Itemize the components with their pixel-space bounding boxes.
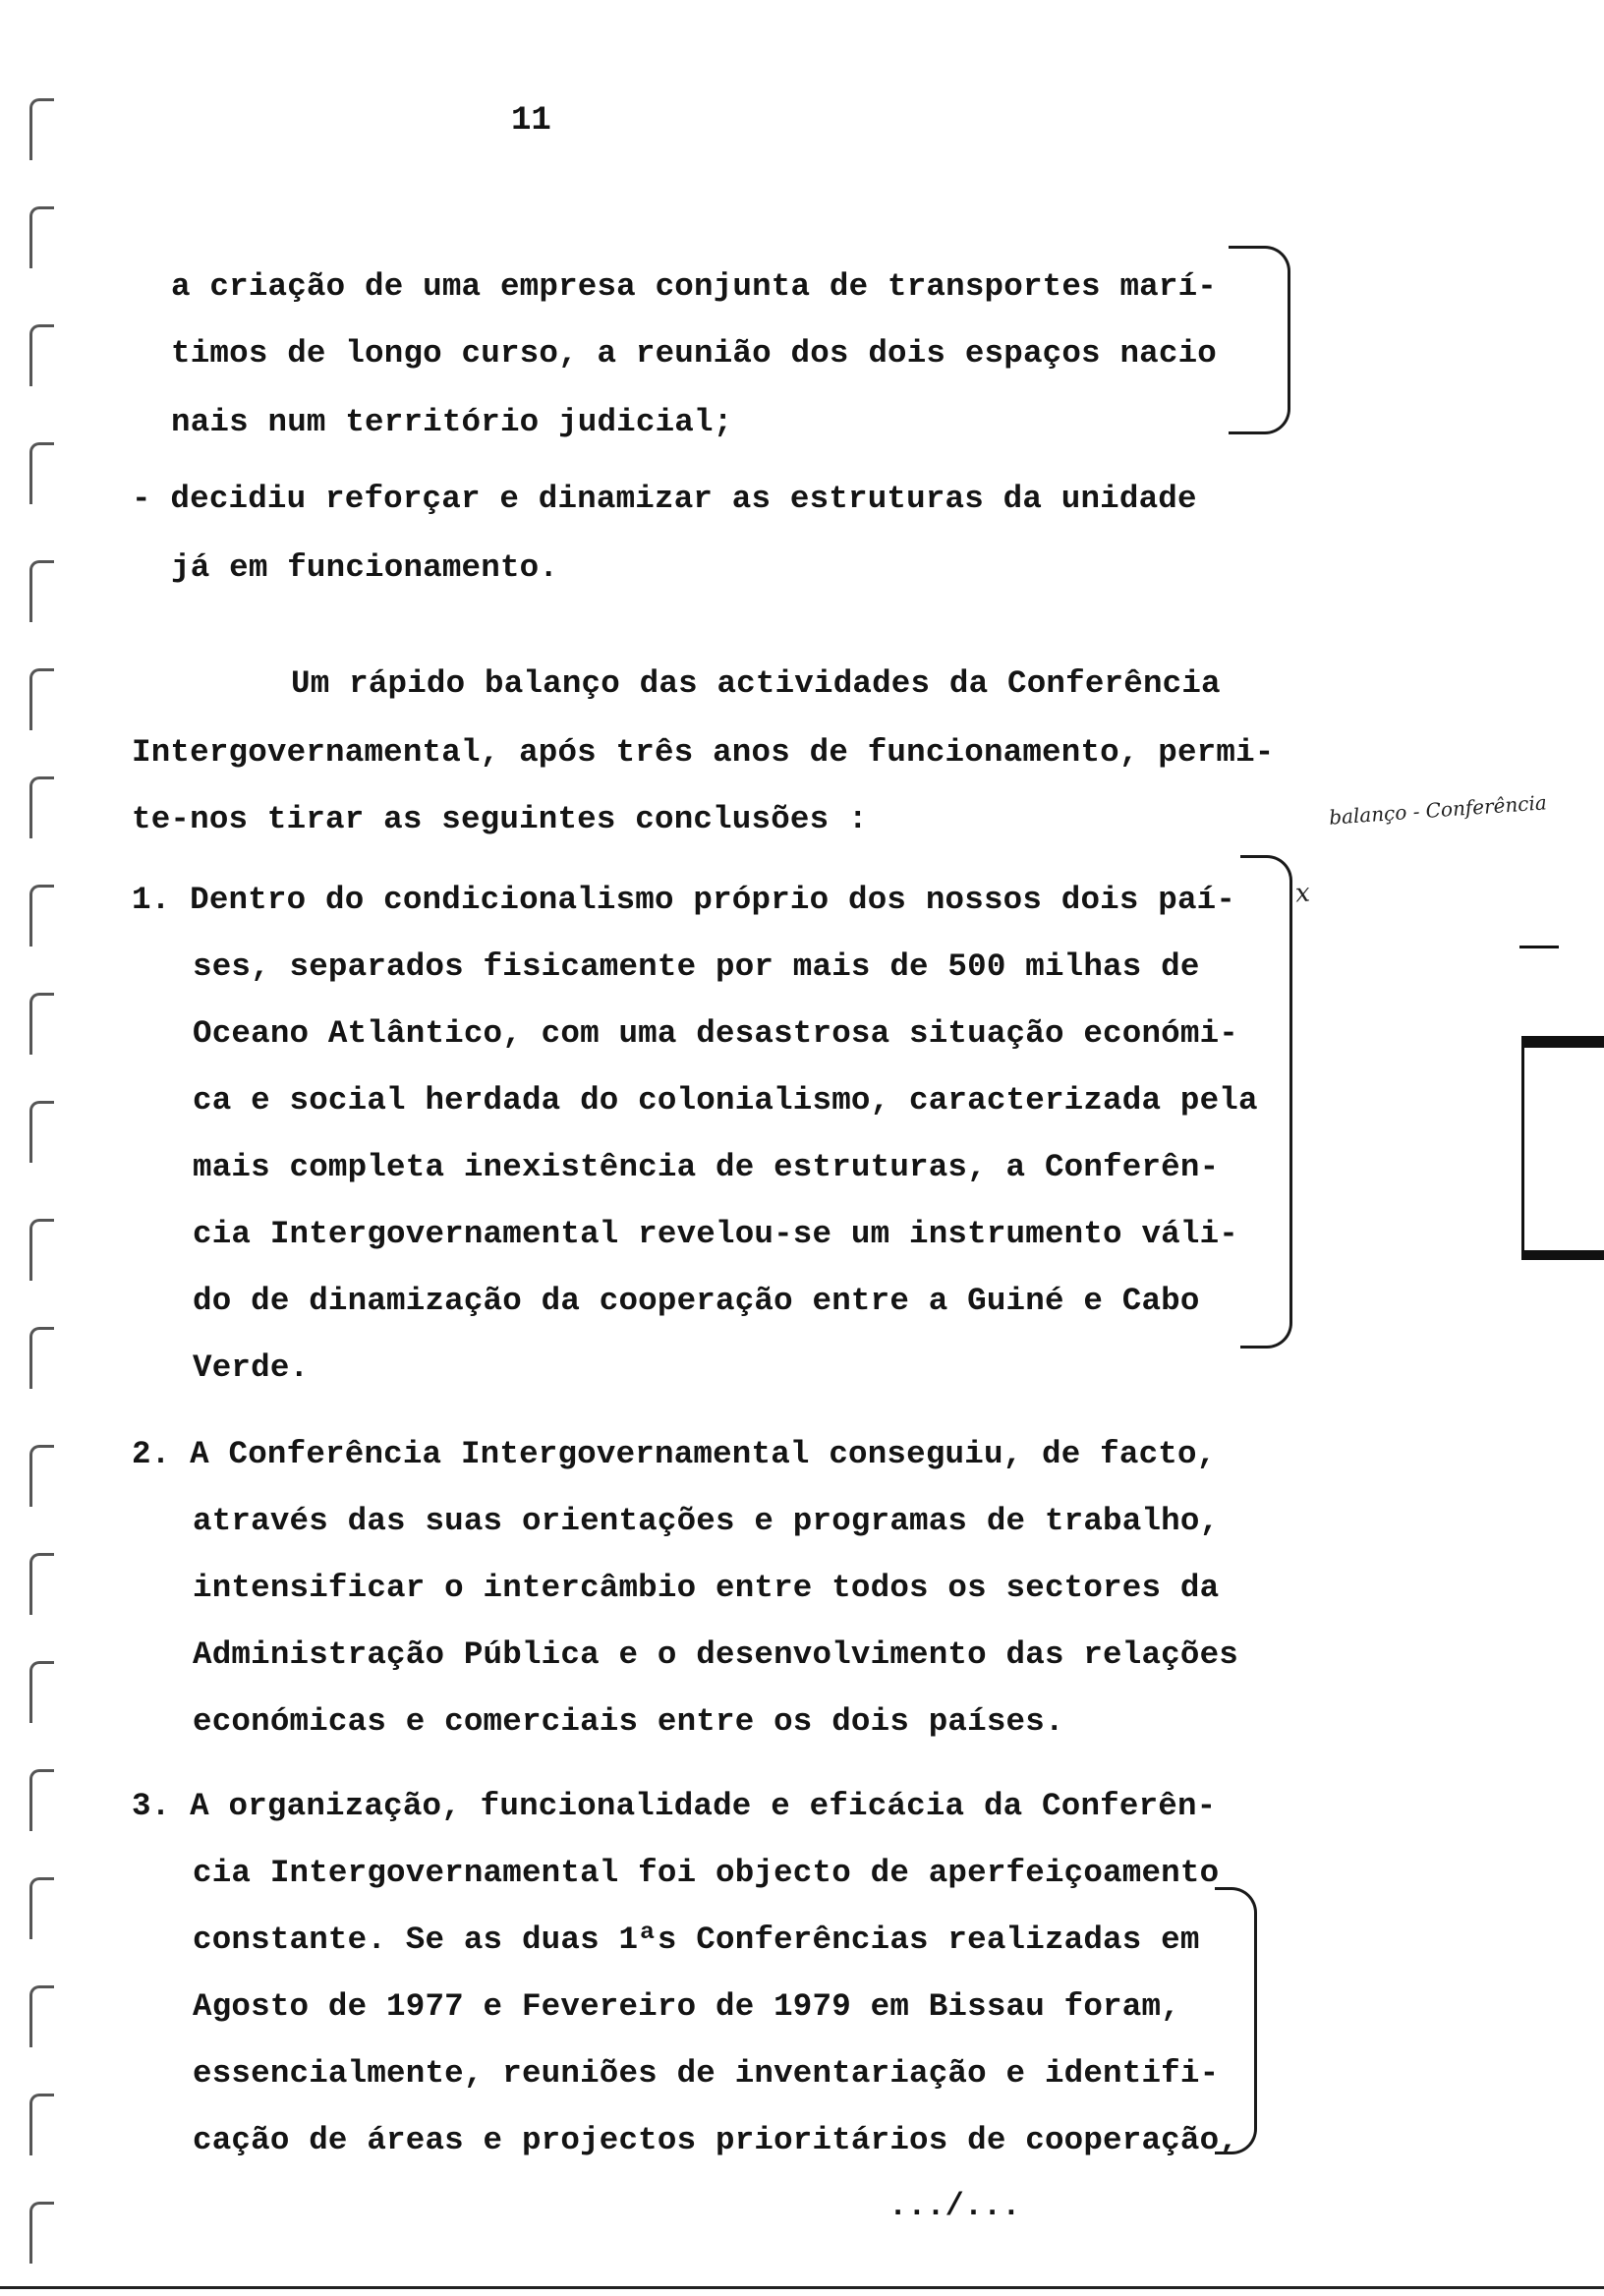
text-line: te-nos tirar as seguintes conclusões : [132,801,868,837]
text-line: Intergovernamental, após três anos de funcionamento, permi- [132,734,1275,771]
continuation-mark: .../... [888,2188,1021,2224]
scan-artifact [1521,1250,1604,1260]
binder-mark [29,1219,54,1281]
text-line: económicas e comerciais entre os dois países. [193,1703,1064,1740]
text-line: já em funcionamento. [171,549,559,586]
text-line: do de dinamização da cooperação entre a Guiné e Cabo [193,1283,1200,1319]
text-line: 2. A Conferência Intergovernamental conseguiu, de facto, [132,1436,1217,1472]
binder-mark [29,993,54,1055]
text-line: mais completa inexistência de estruturas, a Conferên- [193,1149,1220,1185]
text-line: ses, separados fisicamente por mais de 500 milhas de [193,948,1200,985]
text-line: Um rápido balanço das actividades da Conferência [291,665,1221,702]
binder-mark [29,206,54,268]
text-line: constante. Se as duas 1ªs Conferências realizadas em [193,1922,1200,1958]
binder-mark [29,98,54,160]
binder-mark [29,1101,54,1163]
text-line: Administração Pública e o desenvolvimento das relações [193,1636,1238,1673]
page-bottom-edge [0,2286,1604,2289]
text-line: Verde. [193,1349,310,1386]
text-line: nais num território judicial; [171,404,733,440]
binder-mark [29,2094,54,2155]
margin-bracket [1229,246,1290,434]
text-line: essencialmente, reuniões de inventariação e identifi- [193,2055,1220,2092]
binder-mark [29,885,54,947]
text-line: ca e social herdada do colonialismo, caracterizada pela [193,1082,1258,1119]
binder-mark [29,324,54,386]
binder-mark [29,560,54,622]
handwritten-mark: x [1293,878,1311,909]
binder-mark [29,1553,54,1615]
text-line: Oceano Atlântico, com uma desastrosa situação económi- [193,1015,1238,1052]
text-line: através das suas orientações e programas de trabalho, [193,1503,1220,1539]
binder-mark [29,1661,54,1723]
binder-mark [29,442,54,504]
binder-mark [29,1769,54,1831]
margin-bracket [1215,1887,1257,2154]
text-line: a criação de uma empresa conjunta de transportes marí- [171,268,1217,305]
scan-artifact [1521,1036,1604,1048]
binder-mark [29,1877,54,1939]
binder-mark [29,1445,54,1507]
binder-mark [29,668,54,730]
margin-bracket [1240,855,1292,1349]
text-line: cia Intergovernamental revelou-se um instrumento váli- [193,1216,1238,1252]
text-line: 3. A organização, funcionalidade e eficácia da Conferên- [132,1788,1217,1824]
binder-mark [29,1327,54,1389]
text-line: timos de longo curso, a reunião dos dois espaços nacio [171,335,1217,372]
binder-mark [29,1985,54,2047]
scan-artifact [1521,1048,1524,1254]
text-line: 1. Dentro do condicionalismo próprio dos nossos dois paí- [132,882,1236,918]
binder-mark [29,2202,54,2264]
page-number: 11 [511,102,551,140]
binder-mark [29,776,54,838]
text-line: - decidiu reforçar e dinamizar as estruturas da unidade [132,481,1197,517]
handwritten-note: balanço - Conferência [1328,790,1548,830]
text-line: cia Intergovernamental foi objecto de aperfeiçoamento [193,1855,1220,1891]
text-line: intensificar o intercâmbio entre todos os sectores da [193,1570,1220,1606]
text-line: cação de áreas e projectos prioritários de cooperação, [193,2122,1238,2158]
scan-artifact [1519,946,1559,948]
text-line: Agosto de 1977 e Fevereiro de 1979 em Bissau foram, [193,1988,1180,2025]
